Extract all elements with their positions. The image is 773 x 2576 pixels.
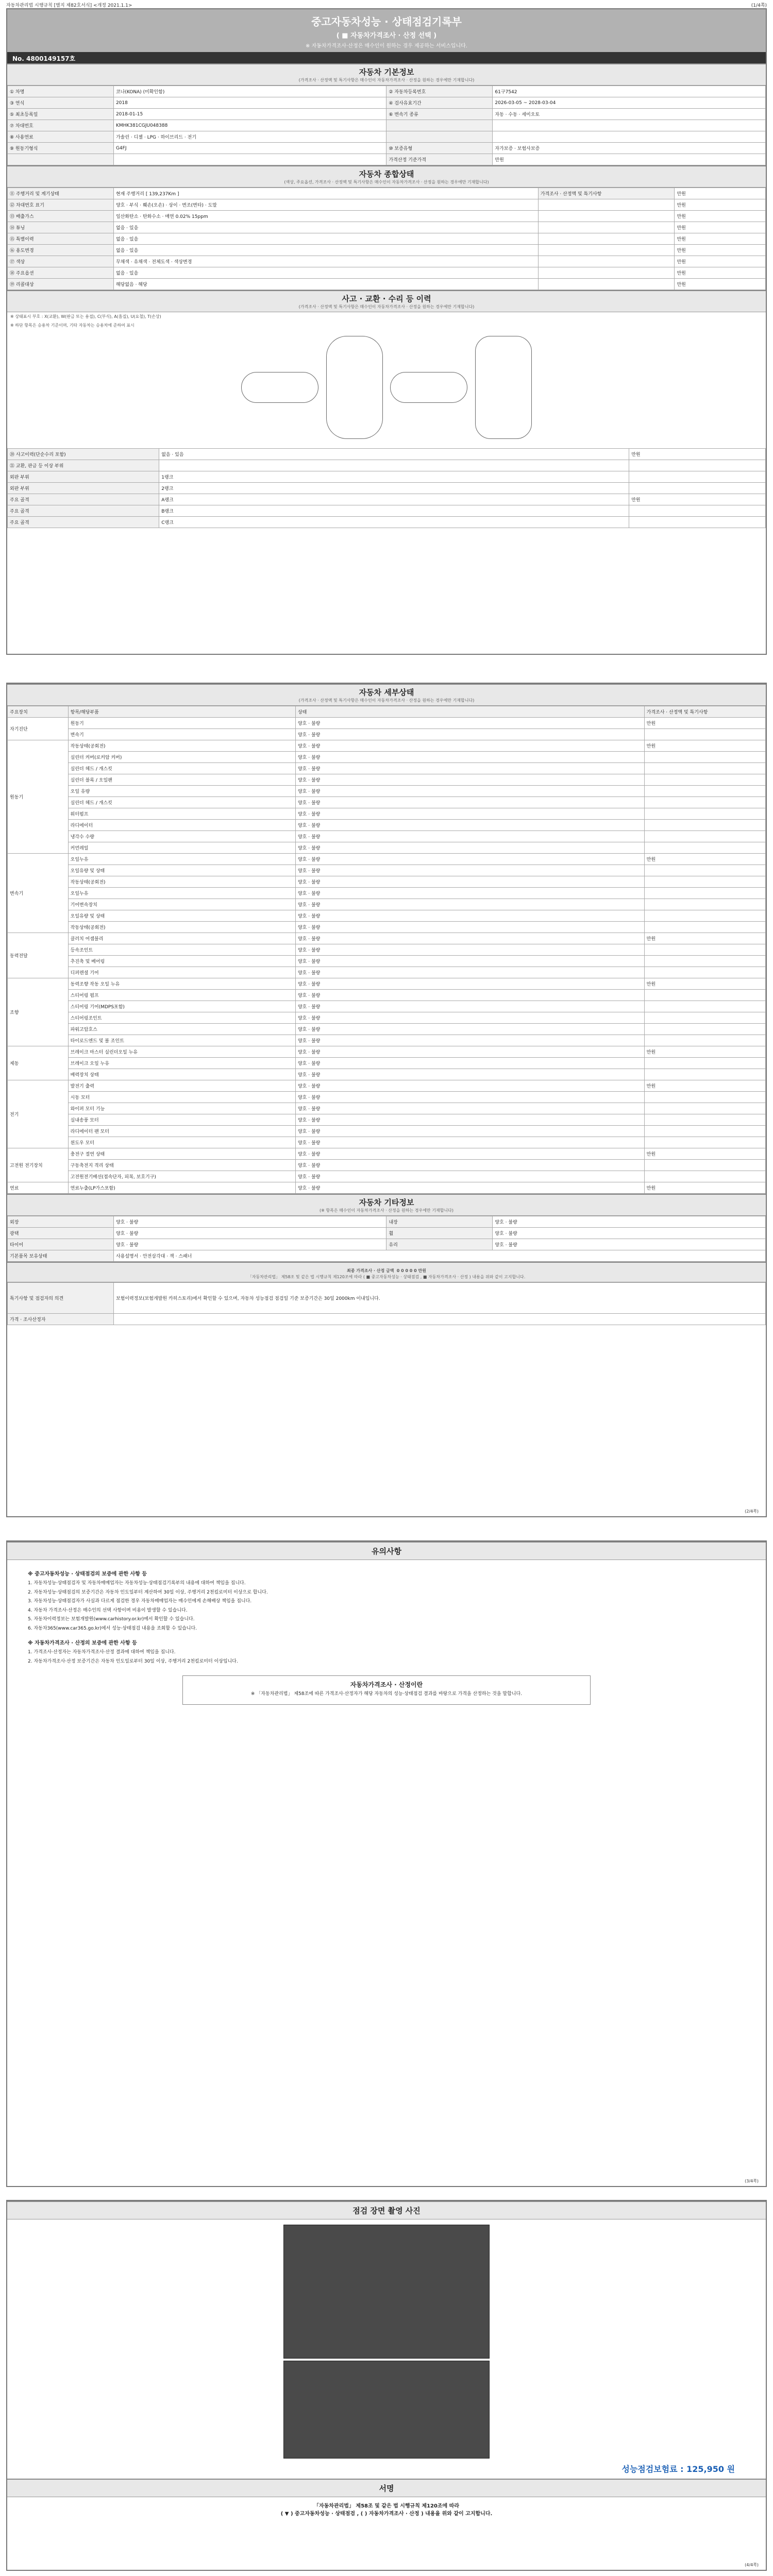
label-transmission: ⑥ 변속기 종류 xyxy=(386,109,493,120)
detail-item: 발전기 출력 xyxy=(68,1080,295,1092)
detail-status: 양호 · 불량 xyxy=(295,1046,644,1058)
detail-item: 작동상태(공회전) xyxy=(68,922,295,933)
detail-status: 양호 · 불량 xyxy=(295,1126,644,1137)
page-1 xyxy=(6,8,767,655)
detail-status: 양호 · 불량 xyxy=(295,763,644,774)
detail-item: 기어변속장치 xyxy=(68,899,295,910)
detail-status: 양호 · 불량 xyxy=(295,956,644,967)
other-info-header xyxy=(7,1194,766,1216)
detail-row xyxy=(8,922,766,933)
detail-status: 양호 · 불량 xyxy=(295,1103,644,1114)
detail-row xyxy=(8,910,766,922)
detail-price xyxy=(644,808,765,820)
detail-row xyxy=(8,1160,766,1171)
notice-box: 자동차가격조사 · 산정이란 ※ 「자동차관리법」 제58조에 따른 가격조사·산정자가 해당 자동차의 성능·상태점검 결과를 바탕으로 가격을 산정하는 것을 말합니다. xyxy=(182,1675,591,1705)
detail-status: 양호 · 불량 xyxy=(295,774,644,786)
detail-group-name: 전기 xyxy=(8,1080,69,1148)
detail-item: 클러치 어셈블리 xyxy=(68,933,295,944)
label-car-name: ① 차명 xyxy=(8,86,114,97)
overall-table: ⑪ 주행거리 및 계기상태 현재 주행거리 [ 139,237Km ] 가격조사 · 산정액 및 특기사항 만원 ⑫ 차대번호 표기 양호 · 부식 · 훼손(오손) · 상이 · 변조(변타) · 도말 만원 ⑬ 배출가스 일산화탄소 · 탄화수소 · 매연 0.02% 15ppm 만원 ⑭ 튜닝 없음 · 있음 만원 ⑮ 특별이력 없음 · 있음 만원 ⑯ 용도변경 없음 · 있음 만원 ⑰ 색상 무채색 · 유채색 · 전체도색 · 색상변경 만원 ⑱ 주요옵션 없음 · 있음 만원 ⑲ 리콜대상 해당없음 · 해당 만원 xyxy=(7,188,766,290)
detail-item: 라디에이터 팬 모터 xyxy=(68,1126,295,1137)
detail-status: 양호 · 불량 xyxy=(295,831,644,842)
detail-price xyxy=(644,1126,765,1137)
detail-price: 만원 xyxy=(644,1148,765,1160)
detail-item: 윈도우 모터 xyxy=(68,1137,295,1148)
detail-row xyxy=(8,774,766,786)
detail-price xyxy=(644,899,765,910)
value-fuel: 가솔린 · 디젤 · LPG · 하이브리드 · 전기 xyxy=(113,131,386,143)
detail-item: 원동기 xyxy=(68,718,295,729)
detail-row xyxy=(8,1069,766,1080)
detail-price xyxy=(644,990,765,1001)
detail-item: 스티어링 기어(MDPS포함) xyxy=(68,1001,295,1012)
detail-status: 양호 · 불량 xyxy=(295,990,644,1001)
detail-status: 양호 · 불량 xyxy=(295,1012,644,1024)
detail-row xyxy=(8,1182,766,1194)
detail-price: 만원 xyxy=(644,854,765,865)
detail-price xyxy=(644,876,765,888)
value-inspection: 2026-03-05 ~ 2028-03-04 xyxy=(493,97,766,109)
detail-status: 양호 · 불량 xyxy=(295,1058,644,1069)
detail-item: 동력조향 작동 오일 누유 xyxy=(68,978,295,990)
detail-price xyxy=(644,1114,765,1126)
label-warranty: ⑩ 보증유형 xyxy=(386,143,493,154)
detail-item: 실내송풍 모터 xyxy=(68,1114,295,1126)
detail-group-name: 변속기 xyxy=(8,854,69,933)
car-diagrams xyxy=(7,330,766,448)
label-reg-number: ② 자동차등록번호 xyxy=(386,86,493,97)
detail-status: 양호 · 불량 xyxy=(295,1035,644,1046)
detail-group-name: 자기진단 xyxy=(8,718,69,740)
detail-row xyxy=(8,786,766,797)
label-fuel: ⑧ 사용연료 xyxy=(8,131,114,143)
detail-row xyxy=(8,1024,766,1035)
value-transmission: 자동 · 수동 · 세미오토 xyxy=(493,109,766,120)
detail-price xyxy=(644,1171,765,1182)
detail-row xyxy=(8,990,766,1001)
detail-row xyxy=(8,1171,766,1182)
label-first-reg: ⑤ 최초등록일 xyxy=(8,109,114,120)
detail-row xyxy=(8,718,766,729)
page-number: (1/4쪽) xyxy=(751,3,767,8)
detail-item: 오일유량 및 상태 xyxy=(68,865,295,876)
detail-status: 양호 · 불량 xyxy=(295,786,644,797)
detail-price xyxy=(644,1012,765,1024)
detail-row xyxy=(8,1103,766,1114)
detail-row xyxy=(8,967,766,978)
other-info-title: 자동차 기타정보 xyxy=(359,1198,414,1207)
detail-row xyxy=(8,797,766,808)
detail-price xyxy=(644,786,765,797)
value-mileage: 현재 주행거리 [ 139,237Km ] xyxy=(113,188,538,199)
detail-row xyxy=(8,740,766,752)
detail-status: 양호 · 불량 xyxy=(295,1024,644,1035)
value-reg-number: 61구7542 xyxy=(493,86,766,97)
car-top-diagram xyxy=(326,336,383,439)
detail-status: 양호 · 불량 xyxy=(295,1001,644,1012)
basic-info-desc: (가격조사 · 산정액 및 특기사항은 매수인이 자동차가격조사 · 산정을 원하는 경우에만 기재합니다) xyxy=(298,78,475,82)
detail-group-name: 연료 xyxy=(8,1182,69,1194)
detail-status: 양호 · 불량 xyxy=(295,740,644,752)
detail-status: 양호 · 불량 xyxy=(295,967,644,978)
final-price-sub: 「자동차관리법」 제58조 및 같은 법 시행규칙 제120조에 따라 ( ■ 중고자동차성능 · 상태점검 , ■ 자동차가격조사 · 산정 ) 내용을 위와 같이 고지합니다. xyxy=(247,1275,526,1279)
detail-row xyxy=(8,752,766,763)
detail-group-name: 원동기 xyxy=(8,740,69,854)
value-car-name: 코나(KONA) (미확인함) xyxy=(113,86,386,97)
detail-row xyxy=(8,842,766,854)
detail-price xyxy=(644,910,765,922)
detail-price xyxy=(644,729,765,740)
detail-item: 와이퍼 모터 기능 xyxy=(68,1103,295,1114)
label-base-price: 가격산정 기준가격 xyxy=(386,154,493,165)
detail-item: 라디에이터 xyxy=(68,820,295,831)
detail-item: 브레이크 오일 누유 xyxy=(68,1058,295,1069)
value-engine: G4FJ xyxy=(113,143,386,154)
overall-desc: (색상, 주요옵션, 가격조사 · 산정액 및 특기사항은 매수인이 자동차가격조사 · 산정을 원하는 경우에만 기재합니다) xyxy=(284,180,489,184)
notice-heading-2: ※ 자동차가격조사 · 산정의 보증에 관한 사항 등 xyxy=(28,1640,137,1646)
detail-row xyxy=(8,1080,766,1092)
detail-price: 만원 xyxy=(644,718,765,729)
detail-status: 양호 · 불량 xyxy=(295,854,644,865)
final-price-title: 최종 가격조사 · 산정 금액 0 0 0 0 0 만원 xyxy=(347,1268,426,1273)
detail-price xyxy=(644,1069,765,1080)
detail-status: 양호 · 불량 xyxy=(295,865,644,876)
detail-group-name: 동력전달 xyxy=(8,933,69,978)
detail-price: 만원 xyxy=(644,740,765,752)
accident-title: 사고 · 교환 · 수리 등 이력 xyxy=(342,294,431,303)
label-inspection: ④ 검사유효기간 xyxy=(386,97,493,109)
price-col-header: 가격조사 · 산정액 및 특기사항 xyxy=(538,188,675,199)
detail-row xyxy=(8,1046,766,1058)
detail-status: 양호 · 불량 xyxy=(295,910,644,922)
detail-status: 양호 · 불량 xyxy=(295,752,644,763)
document-number: No. 4800149157호 xyxy=(7,52,766,63)
car-front-diagram xyxy=(241,372,318,403)
detail-status: 양호 · 불량 xyxy=(295,922,644,933)
basic-info-title: 자동차 기본정보 xyxy=(359,67,414,77)
detail-status: 양호 · 불량 xyxy=(295,933,644,944)
declaration: 「자동차관리법」 제58조 및 같은 법 시행규칙 제120조에 따라 ( ▼ ) 중고자동차성능 · 상태점검 , ( ) 자동차가격조사 · 산정 ) 내용을 위와 같이 고지합니다. xyxy=(280,2503,493,2517)
detail-status: 양호 · 불량 xyxy=(295,1137,644,1148)
car-frame-diagram xyxy=(475,336,532,439)
detail-price: 만원 xyxy=(644,1046,765,1058)
detail-price xyxy=(644,1024,765,1035)
form-reference: 자동차관리법 시행규칙 [별지 제82호서식] <개정 2021.1.1> xyxy=(6,3,132,8)
label-vin: ⑦ 차대번호 xyxy=(8,120,114,131)
detail-status: 양호 · 불량 xyxy=(295,876,644,888)
detail-price: 만원 xyxy=(644,1080,765,1092)
detail-item: 구동축전지 격리 상태 xyxy=(68,1160,295,1171)
detail-item: 실린더 헤드 / 개스킷 xyxy=(68,763,295,774)
detail-row xyxy=(8,876,766,888)
document-subnote: ※ 자동차가격조사·산정은 매수인이 원하는 경우 제공하는 서비스입니다. xyxy=(306,43,467,49)
detail-item: 오일유량 및 상태 xyxy=(68,910,295,922)
detail-price xyxy=(644,1001,765,1012)
detail-item: 파워고압호스 xyxy=(68,1024,295,1035)
insurance-fee: 성능점검보험료 : 125,950 원 xyxy=(621,2464,735,2474)
detail-price xyxy=(644,1058,765,1069)
document-title: 중고자동차성능 · 상태점검기록부 xyxy=(311,15,462,28)
final-amount: 0 0 0 0 0 만원 xyxy=(396,1268,426,1273)
photos-title: 점검 장면 촬영 사진 xyxy=(7,2201,766,2219)
detail-row xyxy=(8,1001,766,1012)
detail-item: 연료누출(LP가스포함) xyxy=(68,1182,295,1194)
detail-price xyxy=(644,1103,765,1114)
detail-status: 양호 · 불량 xyxy=(295,729,644,740)
detail-row xyxy=(8,1092,766,1103)
detail-row xyxy=(8,865,766,876)
detail-price xyxy=(644,888,765,899)
detail-price xyxy=(644,865,765,876)
detail-price: 만원 xyxy=(644,978,765,990)
detail-status: 양호 · 불량 xyxy=(295,899,644,910)
detail-price xyxy=(644,774,765,786)
detail-row xyxy=(8,1114,766,1126)
notice-heading-1: ※ 중고자동차성능 · 상태점검의 보증에 관한 사항 등 xyxy=(28,1571,147,1577)
detail-item: 타이로드엔드 및 볼 조인트 xyxy=(68,1035,295,1046)
detail-status: 양호 · 불량 xyxy=(295,1080,644,1092)
detail-status: 양호 · 불량 xyxy=(295,1069,644,1080)
detail-desc: (가격조사 · 산정액 및 특기사항은 매수인이 자동차가격조사 · 산정을 원하는 경우에만 기재합니다) xyxy=(298,698,475,703)
detail-price xyxy=(644,752,765,763)
detail-row xyxy=(8,978,766,990)
detail-status: 양호 · 불량 xyxy=(295,978,644,990)
detail-status: 양호 · 불량 xyxy=(295,1114,644,1126)
detail-item: 실린더 블록 / 오일팬 xyxy=(68,774,295,786)
detail-item: 커먼레일 xyxy=(68,842,295,854)
page-2: 자동차 세부상태 (가격조사 · 산정액 및 특기사항은 매수인이 자동차가격조사 · 산정을 원하는 경우에만 기재합니다) 주요장치 항목/해당부품 상태 가격조사 · 산정액 및 특기사항 자기진단 원동기 양호 · 불량 만원 변속기 양호 · 불량 원동기 작동상태(공회전) 양호 · 불량 만원 실린더 커버(로커암 커버) 양호 · 불량 실린더 헤드 / 개스킷 양호 · 불량 실린더 블록 / 오일팬 양호 · 불량 오일 유량 양호 · 불량 실린더 헤드 / 개스킷 양호 · 불량 워터펌프 양호 · 불량 라디에이터 양호 · 불량 냉각수 수량 양호 · 불량 커먼레일 양호 · 불량 변속기 오일누유 양호 · 불량 만원 오일유량 및 상태 양호 · 불량 작동상태(공회전) 양호 · 불량 오일누유 양호 · 불량 기어변속장치 양호 · 불량 오일유량 및 상태 양호 · 불량 작동상태(공회전) 양호 · 불량 동력전달 클러치 어셈블리 양호 · 불량 만원 등속조인트 양호 · 불량 추진축 및 베어링 양호 · 불량 디퍼렌셜 기어 양호 · 불량 조향 동력조향 작동 오일 누유 양호 · 불량 만원 스티어링 펌프 양호 · 불량 스티어링 기어(MDPS포함) 양호 · 불량 스티어링조인트 양호 · 불량 파워고압호스 양호 · 불량 타이로드엔드 및 볼 조인트 양호 · 불량 제동 브레이크 마스터 실린더오일 누유 양호 · 불량 만원 브레이크 오일 누유 양호 · 불량 배력장치 상태 양호 · 불량 전기 발전기 출력 양호 · 불량 만원 시동 모터 양호 · 불량 와이퍼 모터 기능 양호 · 불량 실내송풍 모터 양호 · 불량 라디에이터 팬 모터 양호 · 불량 윈도우 모터 양호 · 불량 고전원 전기장치 충전구 절연 상태 양호 · 불량 만원 구동축전지 격리 상태 양호 · 불량 고전원전기배선(접속단자, 피복, 보호기구) 양호 · 불량 연료 연료누출(LP가스포함) 양호 · 불량 만원 자동차 기타정보 (※ 항목은 매수인이 자동차가격조사 · 산정을 원하는 경우에만 기재합니다) 외장 양호 · 불량 내장 양호 · 불량 광택 양호 · 불량 휠 양호 · 불량 타이어 양호 · 불량 유리 양호 · 불량 기본품목 보유상태 사용설명서 · 안전삼각대 · 잭 · 스패너 최종 가격조사 · 산정 금액 0 0 0 0 0 만원 「자동차관리법」 제58조 및 같은 법 시행규칙 제120조에 따라 ( ■ 중고자동차성능 · 상태점검 , ■ 자동차가격조사 · 산정 ) 내용을 위와 같이 고지합니다. 특기사항 및 점검자의 의견 보험이력정보(보험개발원 카히스토리)에서 확인할 수 있으며, 자동차 성능점검 점검일 기준 보증기간은 30일 2000km 이내입니다. 가격 · 조사산정자 (2/4쪽) xyxy=(6,683,767,1517)
value-vin: KMHK381CGJU048388 xyxy=(113,120,386,131)
value-first-reg: 2018-01-15 xyxy=(113,109,386,120)
document-subtitle: ( ■ 자동차가격조사 · 산정 선택 ) xyxy=(336,32,437,40)
detail-row xyxy=(8,1126,766,1137)
detail-price: 만원 xyxy=(644,1182,765,1194)
detail-status: 양호 · 불량 xyxy=(295,820,644,831)
detail-price xyxy=(644,922,765,933)
detail-item: 브레이크 마스터 실린더오일 누유 xyxy=(68,1046,295,1058)
detail-title: 자동차 세부상태 xyxy=(359,688,414,697)
notice-title: 유의사항 xyxy=(7,1541,766,1560)
final-price-header xyxy=(7,1262,766,1282)
page-4-photos: 점검 장면 촬영 사진 성능점검보험료 : 125,950 원 서명 「자동차관리법」 제58조 및 같은 법 시행규칙 제120조에 따라 ( ▼ ) 중고자동차성능 · 상태점검 , ( ) 자동차가격조사 · 산정 ) 내용을 위와 같이 고지합니다. (4/4쪽) xyxy=(6,2200,767,2571)
detail-item: 추진축 및 베어링 xyxy=(68,956,295,967)
detail-item: 스티어링조인트 xyxy=(68,1012,295,1024)
detail-row xyxy=(8,763,766,774)
detail-row xyxy=(8,831,766,842)
detail-row xyxy=(8,729,766,740)
accident-header xyxy=(7,290,766,312)
signature-title: 서명 xyxy=(7,2479,766,2497)
detail-status: 양호 · 불량 xyxy=(295,1160,644,1171)
remarks-table: 특기사항 및 점검자의 의견 보험이력정보(보험개발원 카히스토리)에서 확인할 수 있으며, 자동차 성능점검 점검일 기준 보증기간은 30일 2000km 이내입니다. 가격 · 조사산정자 xyxy=(7,1282,766,1325)
detail-row xyxy=(8,808,766,820)
notice-body: ※ 중고자동차성능 · 상태점검의 보증에 관한 사항 등 1. 자동차성능·상태점검자 및 자동차매매업자는 자동차성능·상태점검기록부의 내용에 대하여 책임을 집니다. 2. 자동차성능·상태점검의 보증기간은 자동차 인도일부터 계산하여 30일 이상, 주행거리 2천킬로미터 이상으로 합니다. 3. 자동차성능·상태점검자가 사실과 다르게 점검한 경우 자동차매매업자는 매수인에게 손해배상 책임을 집니다. 4. 자동차 가격조사·산정은 매수인의 선택 사항이며 비용이 발생할 수 있습니다. 5. 자동차이력정보는 보험개발원(www.carhistory.or.kr)에서 확인할 수 있습니다. 6. 자동차365(www.car365.go.kr)에서 성능·상태점검 내용을 조회할 수 있습니다. ※ 자동차가격조사 · 산정의 보증에 관한 사항 등 1. 가격조사·산정자는 자동차가격조사·산정 결과에 대하여 책임을 집니다. 2. 자동차가격조사·산정 보증기간은 자동차 인도일로부터 30일 이상, 주행거리 2천킬로미터 이상입니다. 자동차가격조사 · 산정이란 ※ 「자동차관리법」 제58조에 따른 가격조사·산정자가 해당 자동차의 성능·상태점검 결과를 바탕으로 가격을 산정하는 것을 말합니다. xyxy=(7,1560,766,1718)
inspection-photo-2 xyxy=(283,2361,490,2459)
accident-legend-2: ※ 하단 항목은 승용차 기준이며, 기타 자동차는 승용차에 준하여 표시 xyxy=(10,323,135,328)
value-year: 2018 xyxy=(113,97,386,109)
accident-table: ⑳ 사고이력(단순수리 포함) 없음 · 있음 만원 ㉑ 교환, 판금 등 이상 부위 외판 부위 1랭크 외판 부위 2랭크 주요 골격 A랭크 만원 주요 골격 B랭크 주요 골격 C랭크 xyxy=(7,448,766,528)
detail-group-name: 제동 xyxy=(8,1046,69,1080)
detail-row xyxy=(8,1058,766,1069)
detail-item: 고전원전기배선(접속단자, 피복, 보호기구) xyxy=(68,1171,295,1182)
detail-group-name: 조향 xyxy=(8,978,69,1046)
detail-item: 오일누유 xyxy=(68,888,295,899)
detail-status: 양호 · 불량 xyxy=(295,718,644,729)
detail-row xyxy=(8,1137,766,1148)
detail-price: 만원 xyxy=(644,933,765,944)
row-mileage: ⑪ 주행거리 및 계기상태 xyxy=(8,188,114,199)
detail-header xyxy=(7,684,766,706)
detail-item: 워터펌프 xyxy=(68,808,295,820)
detail-row xyxy=(8,888,766,899)
detail-item: 작동상태(공회전) xyxy=(68,876,295,888)
detail-status: 양호 · 불량 xyxy=(295,842,644,854)
detail-price xyxy=(644,1092,765,1103)
detail-item: 작동상태(공회전) xyxy=(68,740,295,752)
basic-info-table xyxy=(7,86,766,165)
detail-row xyxy=(8,1148,766,1160)
detail-row xyxy=(8,820,766,831)
detail-item: 냉각수 수량 xyxy=(68,831,295,842)
detail-item: 시동 모터 xyxy=(68,1092,295,1103)
detail-row xyxy=(8,1035,766,1046)
detail-status: 양호 · 불량 xyxy=(295,808,644,820)
detail-price xyxy=(644,831,765,842)
label-year: ③ 연식 xyxy=(8,97,114,109)
label-engine: ⑨ 원동기형식 xyxy=(8,143,114,154)
detail-price xyxy=(644,956,765,967)
overall-title: 자동차 종합상태 xyxy=(359,170,414,179)
overall-header xyxy=(7,165,766,188)
accident-legend: ※ 상태표시 부호 : X(교환), W(판금 또는 용접), C(부식), A(흠집), U(요철), T(손상) xyxy=(10,314,161,319)
detail-item: 실린더 커버(로커암 커버) xyxy=(68,752,295,763)
value-base-price: 만원 xyxy=(493,154,766,165)
value-warranty: 자가보증 · 보험사보증 xyxy=(493,143,766,154)
detail-status: 양호 · 불량 xyxy=(295,1148,644,1160)
detail-status: 양호 · 불량 xyxy=(295,888,644,899)
detail-price xyxy=(644,820,765,831)
detail-item: 배력장치 상태 xyxy=(68,1069,295,1080)
accident-desc: (가격조사 · 산정액 및 특기사항은 매수인이 자동차가격조사 · 산정을 원하는 경우에만 기재합니다) xyxy=(298,304,475,309)
detail-item: 실린더 헤드 / 개스킷 xyxy=(68,797,295,808)
detail-status: 양호 · 불량 xyxy=(295,797,644,808)
detail-status: 양호 · 불량 xyxy=(295,1092,644,1103)
detail-item: 오일누유 xyxy=(68,854,295,865)
detail-row xyxy=(8,933,766,944)
basic-info-header xyxy=(7,63,766,86)
detail-price xyxy=(644,1035,765,1046)
page-3-notice: 유의사항 ※ 중고자동차성능 · 상태점검의 보증에 관한 사항 등 1. 자동차성능·상태점검자 및 자동차매매업자는 자동차성능·상태점검기록부의 내용에 대하여 책임을 집니다. 2. 자동차성능·상태점검의 보증기간은 자동차 인도일부터 계산하여 30일 이상, 주행거리 2천킬로미터 이상으로 합니다. 3. 자동차성능·상태점검자가 사실과 다르게 점검한 경우 자동차매매업자는 매수인에게 손해배상 책임을 집니다. 4. 자동차 가격조사·산정은 매수인의 선택 사항이며 비용이 발생할 수 있습니다. 5. 자동차이력정보는 보험개발원(www.carhistory.or.kr)에서 확인할 수 있습니다. 6. 자동차365(www.car365.go.kr)에서 성능·상태점검 내용을 조회할 수 있습니다. ※ 자동차가격조사 · 산정의 보증에 관한 사항 등 1. 가격조사·산정자는 자동차가격조사·산정 결과에 대하여 책임을 집니다. 2. 자동차가격조사·산정 보증기간은 자동차 인도일로부터 30일 이상, 주행거리 2천킬로미터 이상입니다. 자동차가격조사 · 산정이란 ※ 「자동차관리법」 제58조에 따른 가격조사·산정자가 해당 자동차의 성능·상태점검 결과를 바탕으로 가격을 산정하는 것을 말합니다. (3/4쪽) xyxy=(6,1540,767,2187)
detail-item: 충전구 절연 상태 xyxy=(68,1148,295,1160)
detail-row xyxy=(8,854,766,865)
detail-item: 디퍼렌셜 기어 xyxy=(68,967,295,978)
detail-item: 변속기 xyxy=(68,729,295,740)
detail-price xyxy=(644,842,765,854)
inspection-photo-1 xyxy=(283,2225,490,2359)
detail-price xyxy=(644,944,765,956)
detail-row xyxy=(8,944,766,956)
other-info-table: 외장 양호 · 불량 내장 양호 · 불량 광택 양호 · 불량 휠 양호 · 불량 타이어 양호 · 불량 유리 양호 · 불량 기본품목 보유상태 사용설명서 · 안전삼각대 · 잭 · 스패너 xyxy=(7,1216,766,1262)
detail-row xyxy=(8,956,766,967)
detail-item: 스티어링 펌프 xyxy=(68,990,295,1001)
detail-price xyxy=(644,763,765,774)
detail-row xyxy=(8,1012,766,1024)
detail-status: 양호 · 불량 xyxy=(295,1171,644,1182)
detail-item: 등속조인트 xyxy=(68,944,295,956)
detail-status: 양호 · 불량 xyxy=(295,1182,644,1194)
detail-item: 오일 유량 xyxy=(68,786,295,797)
detail-price xyxy=(644,967,765,978)
detail-status: 양호 · 불량 xyxy=(295,944,644,956)
detail-table: 주요장치 항목/해당부품 상태 가격조사 · 산정액 및 특기사항 자기진단 원동기 양호 · 불량 만원 변속기 양호 · 불량 원동기 작동상태(공회전) 양호 · 불량 만원 실린더 커버(로커암 커버) 양호 · 불량 실린더 헤드 / 개스킷 양호 · 불량 실린더 블록 / 오일팬 양호 · 불량 오일 유량 양호 · 불량 실린더 헤드 / 개스킷 양호 · 불량 워터펌프 양호 · 불량 라디에이터 양호 · 불량 냉각수 수량 양호 · 불량 커먼레일 양호 · 불량 변속기 오일누유 양호 · 불량 만원 오일유량 및 상태 양호 · 불량 작동상태(공회전) 양호 · 불량 오일누유 양호 · 불량 기어변속장치 양호 · 불량 오일유량 및 상태 양호 · 불량 작동상태(공회전) 양호 · 불량 동력전달 클러치 어셈블리 양호 · 불량 만원 등속조인트 양호 · 불량 추진축 및 베어링 양호 · 불량 디퍼렌셜 기어 양호 · 불량 조향 동력조향 작동 오일 누유 양호 · 불량 만원 스티어링 펌프 양호 · 불량 스티어링 기어(MDPS포함) 양호 · 불량 스티어링조인트 양호 · 불량 파워고압호스 양호 · 불량 타이로드엔드 및 볼 조인트 양호 · 불량 제동 브레이크 마스터 실린더오일 누유 양호 · 불량 만원 브레이크 오일 누유 양호 · 불량 배력장치 상태 양호 · 불량 전기 발전기 출력 양호 · 불량 만원 시동 모터 양호 · 불량 와이퍼 모터 기능 양호 · 불량 실내송풍 모터 양호 · 불량 라디에이터 팬 모터 양호 · 불량 윈도우 모터 양호 · 불량 고전원 전기장치 충전구 절연 상태 양호 · 불량 만원 구동축전지 격리 상태 양호 · 불량 고전원전기배선(접속단자, 피복, 보호기구) 양호 · 불량 연료 연료누출(LP가스포함) 양호 · 불량 만원 xyxy=(7,706,766,1194)
document-header xyxy=(7,9,766,52)
detail-price xyxy=(644,1160,765,1171)
detail-price xyxy=(644,1137,765,1148)
other-info-desc: (※ 항목은 매수인이 자동차가격조사 · 산정을 원하는 경우에만 기재합니다) xyxy=(320,1208,453,1213)
detail-group-name: 고전원 전기장치 xyxy=(8,1148,69,1182)
detail-row xyxy=(8,899,766,910)
car-rear-diagram xyxy=(390,372,467,403)
detail-price xyxy=(644,797,765,808)
